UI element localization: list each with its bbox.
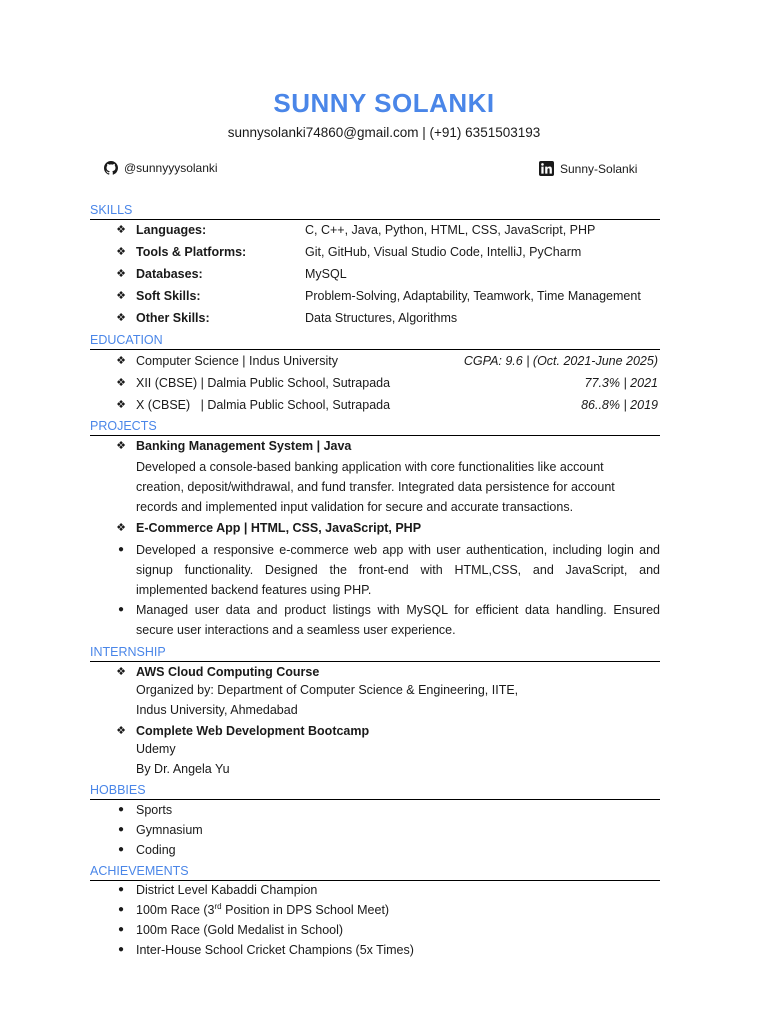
project-description [136,457,660,517]
education-institution: Computer Science | Indus University [136,354,338,368]
hobby-item [0,820,768,840]
diamond-bullet-icon: ❖ [116,224,126,236]
achievement-text: District Level Kabaddi Champion [136,883,318,897]
hobby-text: Gymnasium [136,823,203,837]
section-achievements: ACHIEVEMENTS [90,862,660,881]
ordinal-suffix: rd [214,901,222,911]
project-point: Managed user data and product listings with MySQL for efficient data handling. Ensured secure user interactions and a seamless user experience. [136,603,660,637]
diamond-bullet-icon: ❖ [116,246,126,258]
github-handle: @sunnyyysolanki [124,161,218,175]
round-bullet-icon: ● [117,544,125,555]
achievement-item [0,900,768,920]
section-education: EDUCATION [90,331,660,350]
round-bullet-icon: ● [117,944,125,955]
skill-row [0,242,768,262]
round-bullet-icon: ● [117,884,125,895]
skill-value: C, C++, Java, Python, HTML, CSS, JavaScript, PHP [305,223,596,237]
diamond-bullet-icon: ❖ [116,522,126,534]
skill-row [0,220,768,240]
skill-row [0,286,768,306]
skill-label: Languages: [136,223,207,237]
diamond-bullet-icon: ❖ [116,268,126,280]
skill-value: MySQL [305,267,347,281]
achievement-text: 100m Race (Gold Medalist in School) [136,923,344,937]
skill-value: Git, GitHub, Visual Studio Code, IntelliJ, PyCharm [305,245,582,259]
skill-label: Databases: [136,267,203,281]
project-title-row [0,518,768,538]
education-score: 86..8% | 2019 [581,398,658,412]
internship-title-row [0,662,768,682]
skill-value: Data Structures, Algorithms [305,311,458,325]
achievement-text-end: Position in DPS School Meet) [221,903,390,917]
skill-value: Problem-Solving, Adaptability, Teamwork, Time Management [305,289,641,303]
internship-line: By Dr. Angela Yu [136,762,230,776]
education-score: CGPA: 9.6 | (Oct. 2021-June 2025) [463,354,658,368]
hobby-item [0,800,768,820]
project-line: Developed a console-based banking application with core functionalities like account [136,460,604,474]
achievement-item [0,880,768,900]
project-line: creation, deposit/withdrawal, and fund transfer. Integrated data persistence for account [136,480,615,494]
internship-title: Complete Web Development Bootcamp [136,724,370,738]
linkedin-handle: Sunny-Solanki [560,161,638,176]
education-row [0,351,768,371]
diamond-bullet-icon: ❖ [116,666,126,678]
project-point: Developed a responsive e-commerce web app with user authentication, including login and signup functionality. Designed the front-end with HTML,CSS, and JavaScript, and implemented backend features using PHP. [136,543,660,597]
achievement-text: Inter-House School Cricket Champions (5x Times) [136,943,414,957]
project-title: E-Commerce App | HTML, CSS, JavaScript, PHP [136,521,422,535]
hobby-item [0,840,768,860]
education-row [0,373,768,393]
round-bullet-icon: ● [117,904,125,915]
education-score: 77.3% | 2021 [584,376,658,390]
candidate-name: SUNNY SOLANKI [273,88,495,118]
education-row [0,395,768,415]
diamond-bullet-icon: ❖ [116,399,126,411]
diamond-bullet-icon: ❖ [116,290,126,302]
achievement-item [0,940,768,960]
education-institution: X (CBSE) | Dalmia Public School, Sutrapada [136,398,391,412]
linkedin-icon [539,161,554,176]
internship-title: AWS Cloud Computing Course [136,665,320,679]
section-hobbies: HOBBIES [90,781,660,800]
round-bullet-icon: ● [117,824,125,835]
project-title-row [0,436,768,456]
diamond-bullet-icon: ❖ [116,312,126,324]
project-title: Banking Management System | Java [136,439,352,453]
internship-line: Organized by: Department of Computer Science & Engineering, IITE, [136,683,519,697]
education-institution: XII (CBSE) | Dalmia Public School, Sutrapada [136,376,391,390]
project-line: records and implemented input validation for secure and accurate transactions. [136,500,574,514]
skill-label: Tools & Platforms: [136,245,247,259]
skill-row [0,308,768,328]
github-icon [104,161,118,175]
achievement-text-start: 100m Race (3 [136,903,215,917]
skill-label: Other Skills: [136,311,210,325]
internship-details [136,739,660,779]
round-bullet-icon: ● [117,804,125,815]
diamond-bullet-icon: ❖ [116,725,126,737]
diamond-bullet-icon: ❖ [116,355,126,367]
internship-line: Udemy [136,742,176,756]
internship-line: Indus University, Ahmedabad [136,703,298,717]
round-bullet-icon: ● [117,924,125,935]
achievement-text [136,900,389,920]
internship-title-row [0,721,768,741]
github-link[interactable] [104,161,218,175]
achievement-item [0,920,768,940]
diamond-bullet-icon: ❖ [116,440,126,452]
section-internship: INTERNSHIP [90,643,660,662]
skill-label: Soft Skills: [136,289,201,303]
skill-row [0,264,768,284]
section-skills: SKILLS [90,201,660,220]
linkedin-link[interactable] [539,161,637,176]
round-bullet-icon: ● [117,604,125,615]
diamond-bullet-icon: ❖ [116,377,126,389]
round-bullet-icon: ● [117,844,125,855]
hobby-text: Sports [136,803,173,817]
section-projects: PROJECTS [90,417,660,436]
hobby-text: Coding [136,843,176,857]
contact-line: sunnysolanki74860@gmail.com | (+91) 6351503193 [227,125,541,140]
internship-details [136,680,660,720]
